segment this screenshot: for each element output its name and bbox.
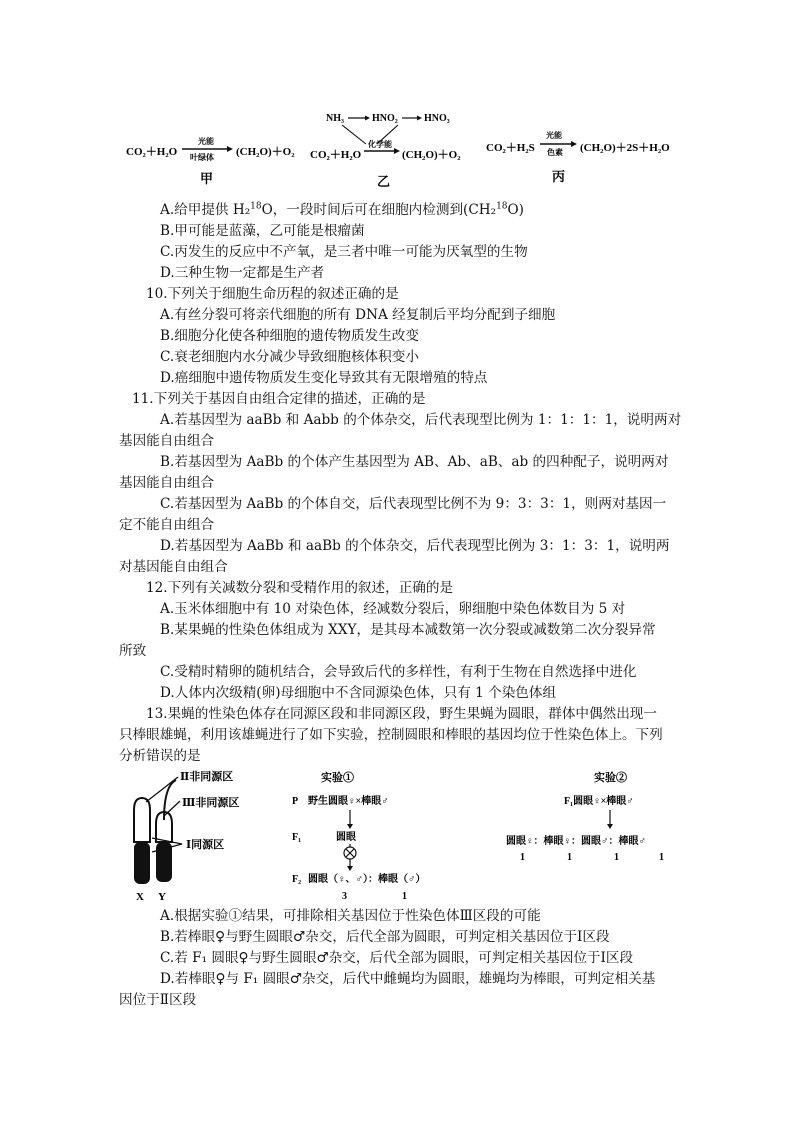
q12-option-b-line2: 所致 [119,643,147,659]
exp1-f1-label: F₁ [292,832,302,843]
exp2-title: 实验② [594,772,627,784]
bing-products: (CH₂O)＋2S＋H₂O [580,142,670,154]
jia-products: (CH₂O)＋O₂ [236,146,295,158]
bing-reactants: CO₂＋H₂S [486,142,535,154]
q11-option-a-line1: A.若基因型为 aaBb 和 Aabb 的个体杂交，后代表现型比例为 1：1：1：1，说明两对 [160,412,682,428]
q11-option-d-line2: 对基因能自由组合 [119,559,228,575]
exp1-f2-phenotypes: 圆眼（♀、♂）：棒眼（♂） [308,874,426,885]
exp1-arrowhead-2 [347,866,353,871]
bing-condition-top: 光能 [546,131,562,140]
q13-option-d-line2: 因位于Ⅱ区段 [119,992,197,1008]
q9-option-a [160,200,524,220]
yi-hno3: HNO₃ [424,113,450,124]
q13-stem-line3: 分析错误的是 [119,748,201,764]
exp1-f1-phenotype: 圆眼 [336,832,356,843]
yi-nh3: NH₃ [326,113,344,124]
q9-a-part1: A.给甲提供 H₂ [160,202,251,218]
experiment-2 [506,770,664,863]
bing-label: 丙 [552,169,566,184]
q13-option-c: C.若 F₁ 圆眼♀与野生圆眼♂杂交，后代全部为圆眼，可判定相关基因位于Ⅰ区段 [160,950,634,966]
q13-option-a: A.根据实验①结果，可排除相关基因位于性染色体Ⅲ区段的可能 [160,908,541,924]
genetics-figure [118,768,708,908]
label-II-region: Ⅱ非同源区 [180,771,234,783]
q9-a-sup1: 18 [250,201,262,212]
q11-option-b-line1: B.若基因型为 AaBb 的个体产生基因型为 AB、Ab、aB、ab 的四种配子，说明两对 [160,454,669,470]
label-y: Y [158,891,166,903]
yi-reactants: CO₂＋H₂O [310,149,362,161]
exp1-title: 实验① [321,772,354,784]
bing-arrowhead [571,141,577,147]
q10-option-d: D.癌细胞中遗传物质发生变化导致其有无限增殖的特点 [160,370,488,386]
q13-stem-line2: 只棒眼雄蝇，利用该雄蝇进行了如下实验，控制圆眼和棒眼的基因均位于性染色体上。下列 [119,727,663,743]
q13-stem-line1: 13.果蝇的性染色体存在同源区段和非同源区段，野生果蝇为圆眼，群体中偶然出现一 [146,706,657,722]
q10-option-a: A.有丝分裂可将亲代细胞的所有 DNA 经复制后平均分配到子细胞 [160,307,556,323]
q9-a-part2: O，一段时间后可在细胞内检测到(CH₂ [261,202,497,218]
jia-reactants: CO₂＋H₂O [126,146,178,158]
exp2-ratio-1: 1 [520,852,525,863]
yi-arrowhead-1 [365,116,370,121]
exp2-cross: F₁圆眼♀×棒眼♂ [564,796,634,807]
bing-condition-bottom: 色素 [547,148,563,157]
q12-option-c: C.受精时精卵的随机结合，会导致后代的多样性，有利于生物在自然选择中进化 [160,664,637,680]
jia-condition-bottom: 叶绿体 [190,153,214,162]
q13-option-d-line1: D.若棒眼♀与 F₁ 圆眼♂杂交，后代中雌蝇均为圆眼，雄蝇均为棒眼，可判定相关基 [160,971,656,987]
q9-option-c: C.丙发生的反应中不产氧，是三者中唯一可能为厌氧型的生物 [160,244,528,260]
exp1-p-cross: 野生圆眼♀×棒眼♂ [308,796,389,807]
q13-option-b: B.若棒眼♀与野生圆眼♂杂交，后代全部为圆眼，可判定相关基因位于Ⅰ区段 [160,929,610,945]
q9-a-sup2: 18 [496,201,508,212]
q11-option-a-line2: 基因能自由组合 [119,433,215,449]
q12-option-a: A.玉米体细胞中有 10 对染色体，经减数分裂后，卵细胞中染色体数目为 5 对 [160,601,626,617]
exp2-arrowhead [607,824,613,829]
q12-option-b-line1: B.某果蝇的性染色体组成为 XXY，是其母本减数第一次分裂或减数第二次分裂异常 [160,622,656,638]
exp2-ratio-3: 1 [614,852,619,863]
q12-option-d: D.人体内次级精(卵)母细胞中不含同源染色体，只有 1 个染色体组 [160,685,557,701]
q11-option-c-line1: C.若基因型为 AaBb 的个体自交，后代表现型比例不为 9：3：3：1，则两对基因一 [160,496,667,512]
q11-option-d-line1: D.若基因型为 AaBb 和 aaBb 的个体杂交，后代表现型比例为 3：1：3：1，说明两 [160,538,670,554]
chromosome-diagram [134,769,239,903]
exp1-ratio-bar: 1 [402,891,407,902]
exp2-ratio-2: 1 [567,852,572,863]
yi-products: (CH₂O)＋O₂ [402,149,461,161]
q9-a-part3: O) [507,202,524,218]
q11-stem: 11.下列关于基因自由组合定律的描述，正确的是 [132,391,426,407]
q12-stem: 12.下列有关减数分裂和受精作用的叙述，正确的是 [146,580,454,596]
exp1-f2-label: F₂ [292,874,302,885]
label-I-region: Ⅰ同源区 [186,839,225,851]
q9-option-d: D.三种生物一定都是生产者 [160,265,325,281]
label-III-region: Ⅲ非同源区 [182,797,240,809]
y-chromosome-bottom [156,842,172,882]
pointer-III [164,801,180,816]
jia-label: 甲 [200,171,214,186]
reaction-figure [120,100,700,196]
yi-arrowhead-main [394,148,400,154]
q10-option-b: B.细胞分化使各种细胞的遗传物质发生改变 [160,328,419,344]
yi-condition-top: 化学能 [368,140,392,149]
yi-arrowhead-2 [417,116,422,121]
x-chromosome-top [134,798,150,842]
q11-option-c-line2: 定不能自由组合 [119,517,215,533]
experiment-1 [292,770,426,902]
jia-arrowhead [227,146,233,152]
yi-energy-arrow-left [342,125,366,144]
yi-label: 乙 [377,174,391,189]
label-x: X [136,891,144,903]
q10-stem: 10.下列关于细胞生命历程的叙述正确的是 [146,286,399,302]
exp1-p-label: P [292,796,299,807]
yi-hno2: HNO₂ [372,113,398,124]
q11-option-b-line2: 基因能自由组合 [119,475,215,491]
exp1-ratio-round: 3 [342,891,347,902]
jia-condition-top: 光能 [198,137,214,146]
exp1-arrowhead-1 [347,824,353,829]
exp2-ratio-4: 1 [659,852,664,863]
pointer-II [146,777,178,802]
q9-option-b: B.甲可能是蓝藻，乙可能是根瘤菌 [160,223,365,239]
exp2-offspring: 圆眼♀：棒眼♀：圆眼♂：棒眼♂ [506,836,646,847]
q10-option-c: C.衰老细胞内水分减少导致细胞核体积变小 [160,349,419,365]
x-chromosome-bottom [134,842,150,884]
